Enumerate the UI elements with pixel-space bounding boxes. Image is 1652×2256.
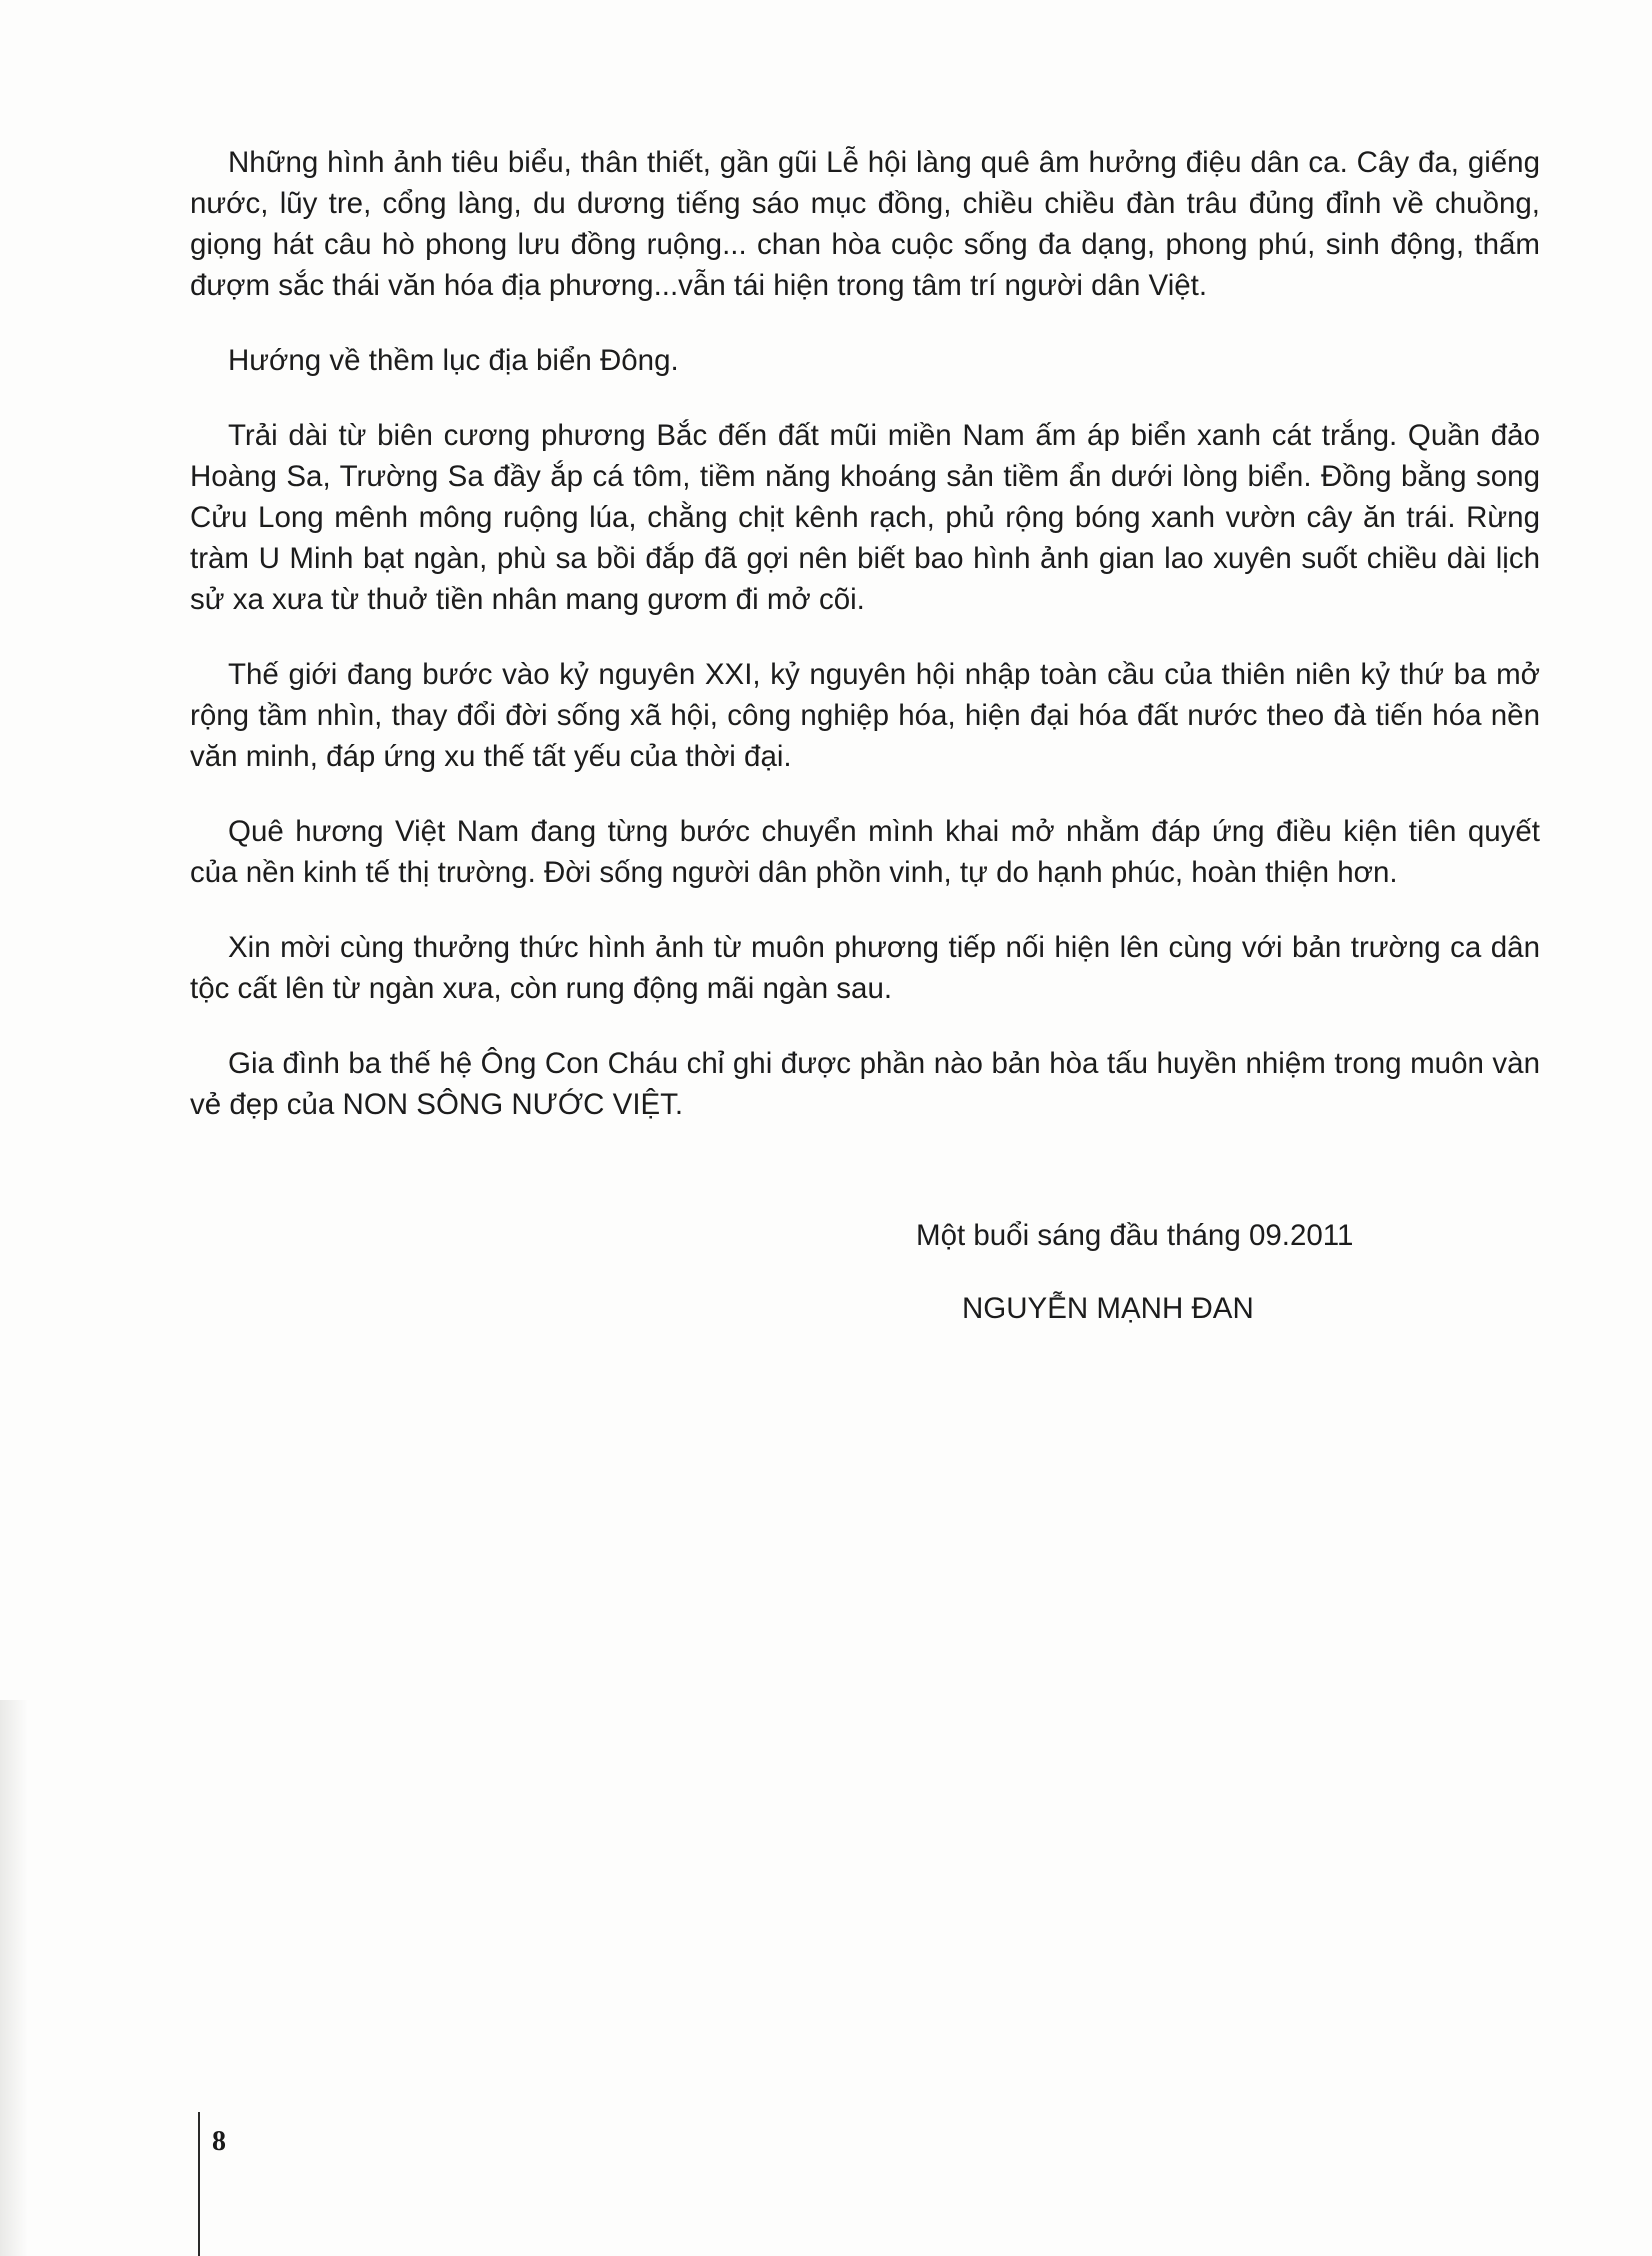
paragraph-north-to-south: Trải dài từ biên cương phương Bắc đến đất mũi miền Nam ấm áp biển xanh cát trắng. Quần đảo Hoàng Sa, Trường Sa đầy ắp cá tôm, tiềm năng khoáng sản tiềm ẩn dưới lòng biển. Đồng bằng song Cửu Long mênh mông ruộng lúa, chằng chịt kênh rạch, phủ rộng bóng xanh vườn cây ăn trái. Rừng tràm U Minh bạt ngàn, phù sa bồi đắp đã gợi nên biết bao hình ảnh gian lao xuyên suốt chiều dài lịch sử xa xưa từ thuở tiền nhân mang gươm đi mở cõi. [190, 419, 1540, 616]
paragraph-21st-century: Thế giới đang bước vào kỷ nguyên XXI, kỷ nguyên hội nhập toàn cầu của thiên niên kỷ thứ ba mở rộng tầm nhìn, thay đổi đời sống xã hội, công nghiệp hóa, hiện đại hóa đất nước theo đà tiến hóa nền văn minh, đáp ứng xu thế tất yếu của thời đại. [190, 658, 1540, 773]
page-number: 8 [212, 2126, 226, 2157]
paragraph-homeland-development: Quê hương Việt Nam đang từng bước chuyển mình khai mở nhằm đáp ứng điều kiện tiên quyết của nền kinh tế thị trường. Đời sống người dân phồn vinh, tự do hạnh phúc, hoàn thiện hơn. [190, 815, 1540, 889]
signature-block [916, 1216, 1476, 1329]
paragraph-east-sea: Hướng về thềm lục địa biển Đông. [228, 344, 679, 377]
signature-date: Một buổi sáng đầu tháng 09.2011 [916, 1219, 1354, 1252]
signature-author: NGUYỄN MẠNH ĐAN [962, 1292, 1254, 1325]
paragraph-village-images: Những hình ảnh tiêu biểu, thân thiết, gần gũi Lễ hội làng quê âm hưởng điệu dân ca. Cây đa, giếng nước, lũy tre, cổng làng, du dương tiếng sáo mục đồng, chiều chiều đàn trâu đủng đỉnh về chuồng, giọng hát câu hò phong lưu đồng ruộng... chan hòa cuộc sống đa dạng, phong phú, sinh động, thấm đượm sắc thái văn hóa địa phương...vẫn tái hiện trong tâm trí người dân Việt. [190, 146, 1540, 302]
paragraph-invitation: Xin mời cùng thưởng thức hình ảnh từ muôn phương tiếp nối hiện lên cùng với bản trường ca dân tộc cất lên từ ngàn xưa, còn rung động mãi ngàn sau. [190, 931, 1540, 1005]
paragraph-family: Gia đình ba thế hệ Ông Con Cháu chỉ ghi được phần nào bản hòa tấu huyền nhiệm trong muôn vàn vẻ đẹp của NON SÔNG NƯỚC VIỆT. [190, 1047, 1540, 1121]
page-number-rule [198, 2112, 200, 2256]
body-text [190, 142, 1540, 1159]
page-edge-shadow [0, 1700, 28, 2256]
